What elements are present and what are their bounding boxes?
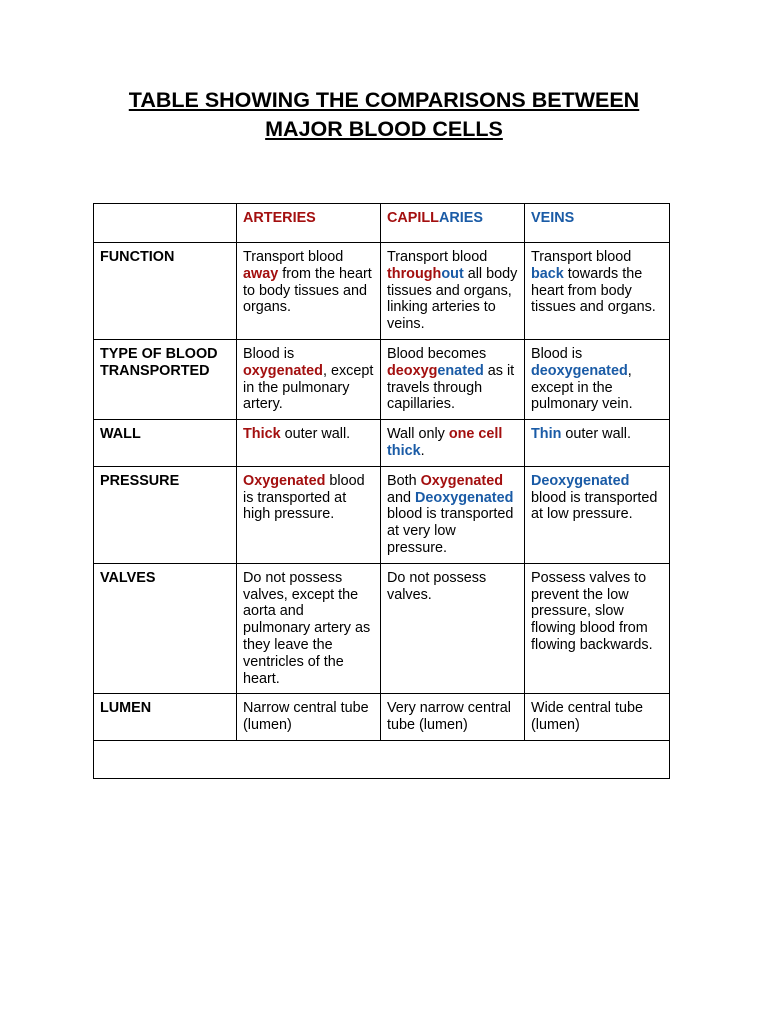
cell-pressure-arteries <box>237 466 381 563</box>
header-arteries-label: ARTERIES <box>243 210 316 226</box>
highlight-thick-blue: thick <box>387 442 421 459</box>
table-row-lumen <box>94 694 670 741</box>
table-row-empty <box>94 740 670 778</box>
text: Transport blood <box>531 249 632 265</box>
cell-pressure-capillaries <box>381 466 525 563</box>
cell-function-arteries <box>237 243 381 340</box>
comparison-table <box>93 203 670 779</box>
cell-type-veins <box>525 339 670 419</box>
header-empty-cell <box>94 204 237 243</box>
table-header-row <box>94 204 670 243</box>
highlight-thick: Thick <box>243 426 281 443</box>
highlight-back: back <box>531 265 564 282</box>
empty-cell <box>94 740 670 778</box>
text: Blood is <box>243 345 295 362</box>
header-capillaries <box>381 204 525 243</box>
text: towards the heart from body tissues and organs. <box>531 265 656 316</box>
cell-lumen-capillaries: Very narrow central tube (lumen) <box>381 694 525 741</box>
highlight-oxygenated: Oxygenated <box>420 472 503 489</box>
highlight-thin: Thin <box>531 426 562 443</box>
title-line-1: TABLE SHOWING THE COMPARISONS BETWEEN <box>128 88 640 112</box>
highlight-oxygenated: oxygenated <box>243 362 323 379</box>
header-arteries <box>237 204 381 243</box>
text: blood is transported at low pressure. <box>531 489 658 523</box>
text: Transport blood <box>387 249 488 265</box>
row-label-function: FUNCTION <box>94 243 237 340</box>
text: all body tissues and organs, linking arteries to veins. <box>387 265 518 333</box>
cell-type-capillaries <box>381 339 525 419</box>
cell-function-capillaries <box>381 243 525 340</box>
cell-type-arteries <box>237 339 381 419</box>
highlight-oxygenated: Oxygenated <box>243 472 326 489</box>
text: Blood becomes <box>387 345 487 362</box>
highlight-deoxygenated: deoxygenated <box>531 362 628 379</box>
highlight-away: away <box>243 265 279 282</box>
highlight-deoxygenated: Deoxygenated <box>415 489 514 506</box>
cell-pressure-veins <box>525 466 670 563</box>
cell-lumen-arteries: Narrow central tube (lumen) <box>237 694 381 741</box>
highlight-enated: enated <box>437 362 484 379</box>
text: outer wall. <box>561 426 631 443</box>
row-label-pressure: PRESSURE <box>94 466 237 563</box>
text: from the heart to body tissues and organs. <box>243 265 372 316</box>
cell-valves-veins: Possess valves to prevent the low pressure, slow flowing blood from flowing backwards. <box>525 563 670 694</box>
highlight-deoxyg: deoxyg <box>387 362 438 379</box>
text: blood is transported at high pressure. <box>243 472 365 523</box>
text: , except in the pulmonary vein. <box>531 362 633 413</box>
text: and <box>387 489 416 506</box>
table-row-wall <box>94 420 670 467</box>
table-row-valves <box>94 563 670 694</box>
title-line-2: MAJOR BLOOD CELLS <box>265 117 503 141</box>
text: Transport blood <box>243 249 344 265</box>
text: . <box>420 442 425 459</box>
row-label-lumen: LUMEN <box>94 694 237 741</box>
header-veins <box>525 204 670 243</box>
text: as it travels through capillaries. <box>387 362 515 413</box>
header-veins-label: VEINS <box>531 210 575 226</box>
row-label-wall: WALL <box>94 420 237 467</box>
table-row-pressure <box>94 466 670 563</box>
header-capillaries-part1: CAPILL <box>387 210 439 226</box>
header-capillaries-part2: ARIES <box>438 210 483 226</box>
cell-wall-capillaries <box>381 420 525 467</box>
cell-wall-arteries <box>237 420 381 467</box>
highlight-out: out <box>441 265 464 282</box>
highlight-deoxygenated: Deoxygenated <box>531 472 630 489</box>
page-title <box>0 86 768 144</box>
table-row-function <box>94 243 670 340</box>
cell-lumen-veins: Wide central tube (lumen) <box>525 694 670 741</box>
table-row-type <box>94 339 670 419</box>
row-label-valves: VALVES <box>94 563 237 694</box>
text: , except in the pulmonary artery. <box>243 362 374 413</box>
cell-valves-capillaries: Do not possess valves. <box>381 563 525 694</box>
highlight-one-cell: one cell <box>448 426 503 443</box>
text: Wall only <box>387 426 449 443</box>
cell-function-veins <box>525 243 670 340</box>
cell-valves-arteries: Do not possess valves, except the aorta and pulmonary artery as they leave the ventricles of the heart. <box>237 563 381 694</box>
row-label-type: TYPE OF BLOOD TRANSPORTED <box>94 339 237 419</box>
highlight-through: through <box>387 265 442 282</box>
text: Both <box>387 472 421 489</box>
text: outer wall. <box>280 426 351 443</box>
text: blood is transported at very low pressure. <box>387 506 514 556</box>
text: Blood is <box>531 345 583 362</box>
cell-wall-veins <box>525 420 670 467</box>
